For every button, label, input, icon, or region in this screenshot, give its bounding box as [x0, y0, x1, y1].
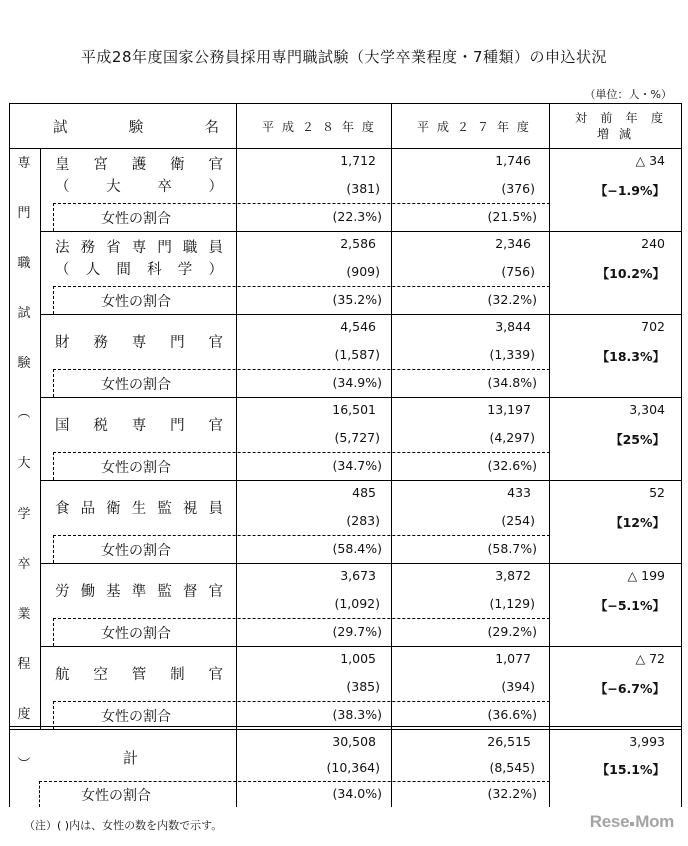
exam-name-char: 空 [93, 667, 108, 683]
exam-name-char: 官 [208, 584, 223, 600]
h28-ratio: (35.2%) [332, 292, 382, 307]
h28-ratio: (58.4%) [332, 541, 382, 556]
h27-female: (254) [501, 513, 535, 528]
h27-ratio: (58.7%) [487, 541, 537, 556]
diff-percent: 【−6.7%】 [594, 681, 665, 696]
exam-name-char: 護 [131, 157, 147, 173]
exam-name-char: 官 [208, 157, 223, 173]
row-border [40, 231, 681, 232]
exam-name-char: 税 [93, 418, 108, 434]
total-label: 計 [123, 749, 139, 767]
h28-ratio: (22.3%) [332, 209, 382, 224]
exam-name-sub-char: 卒 [157, 179, 172, 195]
ratio-divider [53, 203, 550, 204]
female-ratio-label: 女性の割合 [101, 377, 171, 393]
page-title: 平成28年度国家公務員採用専門職試験（大学卒業程度・7種類）の申込状況 [80, 48, 608, 66]
ratio-indent [53, 286, 54, 314]
category-label-char: 職 [17, 256, 31, 272]
header-diff-line1 [575, 109, 663, 126]
h28-female: (1,587) [334, 347, 380, 362]
header-h28-char: 度 [361, 120, 374, 134]
category-label-char: ︵ [17, 406, 31, 422]
header-exam-name-char: 名 [204, 120, 219, 136]
exam-name-char: 員 [208, 240, 223, 256]
exam-name-sub-char: 科 [147, 262, 162, 278]
exam-name-char: 員 [208, 501, 223, 517]
exam-name [55, 580, 223, 601]
exam-name-sub [55, 258, 223, 279]
exam-name-char: 食 [55, 501, 70, 517]
header-h28-char: 平 [262, 120, 275, 134]
exam-name-sub-char: 間 [116, 262, 131, 278]
header-h28 [262, 118, 374, 135]
female-ratio-label: 女性の割合 [101, 460, 171, 476]
exam-name-sub-char: （ [55, 179, 70, 195]
exam-name-char: 制 [170, 667, 185, 683]
category-label-char: 大 [17, 456, 31, 472]
unit-label: （単位：人・%） [584, 88, 672, 101]
exam-name-char: 官 [208, 335, 223, 351]
exam-name-char: 門 [170, 335, 185, 351]
h27-female: (1,129) [489, 596, 535, 611]
exam-name-char: 生 [131, 501, 147, 517]
ratio-divider [53, 701, 550, 702]
female-ratio-label: 女性の割合 [101, 709, 171, 725]
total-h27-female: (8,545) [489, 760, 535, 775]
exam-name-char: 督 [182, 584, 198, 600]
h27-total: 433 [507, 485, 531, 500]
exam-name-sub-char: 人 [85, 262, 101, 278]
h28-female: (283) [346, 513, 380, 528]
exam-name-char: 省 [106, 240, 121, 256]
exam-name-char: 法 [55, 240, 70, 256]
total-ratio-divider [39, 781, 550, 782]
header-diff-line2 [597, 125, 631, 142]
diff-percent: 【18.3%】 [596, 349, 665, 364]
row-border [40, 397, 681, 398]
footnote: （注）( )内は、女性の数を内数で示す。 [24, 819, 223, 832]
header-bottom-border [9, 148, 681, 149]
header-h28-char: 年 [341, 120, 354, 134]
table-top-border [9, 103, 681, 104]
h28-total: 1,712 [340, 153, 376, 168]
category-col-line [40, 148, 41, 729]
exam-name-char: 監 [157, 584, 172, 600]
diff-count: 3,304 [629, 402, 665, 417]
h28-total: 16,501 [332, 402, 376, 417]
category-label-char: 度 [17, 706, 31, 722]
total-h28-female: (10,364) [326, 760, 380, 775]
exam-name-char: 職 [182, 240, 198, 256]
exam-name-sub [55, 175, 223, 196]
h27-total: 1,077 [495, 651, 531, 666]
h28-ratio: (29.7%) [332, 624, 382, 639]
logo-dot [630, 822, 634, 826]
total-border-1 [9, 726, 681, 727]
diff-percent: 【25%】 [610, 432, 665, 447]
exam-name [55, 331, 223, 352]
exam-name-char: 衛 [170, 157, 185, 173]
header-h28-char: ２ [301, 120, 314, 134]
exam-name-char: 宮 [93, 157, 108, 173]
total-ratio-indent [39, 781, 40, 807]
header-h27-char: ２ [456, 120, 469, 134]
h28-total: 4,546 [340, 319, 376, 334]
header-diff-line1-char: 度 [650, 111, 663, 125]
ratio-indent [53, 701, 54, 729]
row-border [40, 563, 681, 564]
exam-name [55, 414, 223, 435]
applications-table [9, 103, 681, 807]
ratio-divider [53, 369, 550, 370]
ratio-indent [53, 535, 54, 563]
header-h28-char: 成 [281, 120, 294, 134]
header-diff-line1-char: 年 [625, 111, 638, 125]
h28-ratio: (38.3%) [332, 707, 382, 722]
header-h27-char: 平 [417, 120, 430, 134]
female-ratio-label: 女性の割合 [101, 211, 171, 227]
total-female-ratio-label: 女性の割合 [81, 788, 151, 804]
h27-total: 1,746 [495, 153, 531, 168]
total-diff-percent: 【15.1%】 [596, 762, 665, 777]
h27-ratio: (32.6%) [487, 458, 537, 473]
header-diff-line2-char: 増 [597, 127, 610, 141]
header-h27-char: 成 [436, 120, 449, 134]
category-label-char: 卒 [17, 556, 31, 572]
female-ratio-label: 女性の割合 [101, 626, 171, 642]
exam-name-char: 監 [157, 501, 172, 517]
h27-female: (4,297) [489, 430, 535, 445]
exam-name-char: 官 [208, 667, 223, 683]
exam-name-char: 専 [131, 335, 147, 351]
category-label-char: ︶ [17, 756, 31, 772]
exam-name-char: 準 [131, 584, 147, 600]
exam-name-char: 務 [80, 240, 96, 256]
exam-name-char: 視 [182, 501, 198, 517]
total-h28-ratio: (34.0%) [332, 786, 382, 801]
header-h27-char: ７ [476, 120, 489, 134]
category-label-char: 試 [17, 306, 31, 322]
h28-female: (1,092) [334, 596, 380, 611]
h28-female: (909) [346, 264, 380, 279]
h27-ratio: (21.5%) [487, 209, 537, 224]
exam-name-char: 基 [106, 584, 121, 600]
h27-female: (756) [501, 264, 535, 279]
category-label-char: 験 [17, 356, 31, 372]
category-label-char: 専 [17, 156, 31, 171]
female-ratio-label: 女性の割合 [101, 294, 171, 310]
diff-count: 52 [649, 485, 665, 500]
female-ratio-label: 女性の割合 [101, 543, 171, 559]
exam-name-char: 衛 [106, 501, 121, 517]
exam-name-sub-char: 大 [106, 179, 121, 195]
header-h27-char: 度 [516, 120, 529, 134]
diff-percent: 【10.2%】 [596, 266, 665, 281]
h27-female: (1,339) [489, 347, 535, 362]
ratio-divider [53, 452, 550, 453]
h28-female: (385) [346, 679, 380, 694]
category-label-char: 学 [17, 506, 31, 522]
total-h27-ratio: (32.2%) [487, 786, 537, 801]
row-border [40, 314, 681, 315]
exam-name-char: 国 [55, 418, 70, 434]
ratio-divider [53, 618, 550, 619]
logo-text-rese: Rese [589, 812, 630, 831]
row-border [40, 480, 681, 481]
exam-name-char: 官 [208, 418, 223, 434]
exam-name-sub-char: 学 [177, 262, 193, 278]
total-h27: 26,515 [487, 734, 531, 749]
exam-name-char: 専 [131, 240, 147, 256]
h28-total: 485 [352, 485, 376, 500]
resemom-logo [590, 812, 674, 832]
diff-count: △ 34 [635, 153, 665, 168]
diff-count: 240 [641, 236, 665, 251]
h28-female: (381) [346, 181, 380, 196]
header-diff-line2-char: 減 [618, 127, 631, 141]
logo-text-mom: Mom [635, 812, 674, 831]
h28-total: 3,673 [340, 568, 376, 583]
exam-name-sub-char: ） [208, 179, 223, 195]
h28-female: (5,727) [334, 430, 380, 445]
category-label-char: 門 [17, 206, 31, 222]
h27-total: 13,197 [487, 402, 531, 417]
table-left-border [9, 103, 10, 807]
header-exam-name-char: 験 [128, 120, 144, 136]
exam-name-char: 品 [80, 501, 96, 517]
exam-name-char: 航 [55, 667, 70, 683]
ratio-indent [53, 452, 54, 480]
h27-ratio: (32.2%) [487, 292, 537, 307]
header-h27-char: 年 [496, 120, 509, 134]
h28-ratio: (34.9%) [332, 375, 382, 390]
total-diff: 3,993 [629, 734, 665, 749]
h27-total: 3,844 [495, 319, 531, 334]
exam-name [55, 663, 223, 684]
exam-name-char: 専 [131, 418, 147, 434]
exam-name-char: 労 [55, 584, 70, 600]
header-diff-line1-char: 対 [575, 111, 588, 125]
h27-total: 3,872 [495, 568, 531, 583]
header-exam-name-char: 試 [53, 120, 68, 136]
exam-name-char: 門 [170, 418, 185, 434]
exam-name-char: 管 [131, 667, 147, 683]
h27-female: (394) [501, 679, 535, 694]
header-h27 [417, 118, 529, 135]
header-diff-line1-char: 前 [600, 111, 613, 125]
header-h28-char: ８ [321, 120, 334, 134]
ratio-indent [53, 203, 54, 231]
diff-percent: 【−1.9%】 [594, 183, 665, 198]
ratio-indent [53, 618, 54, 646]
h27-total: 2,346 [495, 236, 531, 251]
ratio-indent [53, 369, 54, 397]
exam-name [55, 153, 223, 174]
diff-count: △ 72 [635, 651, 665, 666]
diff-count: △ 199 [627, 568, 665, 583]
total-h28: 30,508 [332, 734, 376, 749]
diff-percent: 【12%】 [610, 515, 665, 530]
exam-name-char: 皇 [55, 157, 70, 173]
h28-total: 1,005 [340, 651, 376, 666]
h27-ratio: (34.8%) [487, 375, 537, 390]
exam-name-sub-char: ） [208, 262, 223, 278]
exam-name [55, 236, 223, 257]
h27-female: (376) [501, 181, 535, 196]
h28-ratio: (34.7%) [332, 458, 382, 473]
exam-name-char: 務 [93, 335, 108, 351]
exam-name-char: 門 [157, 240, 172, 256]
exam-name-char: 働 [80, 584, 96, 600]
diff-count: 702 [641, 319, 665, 334]
category-vertical-label [9, 152, 39, 772]
diff-percent: 【−5.1%】 [594, 598, 665, 613]
ratio-divider [53, 286, 550, 287]
ratio-divider [53, 535, 550, 536]
total-border-2 [9, 729, 681, 730]
h27-ratio: (29.2%) [487, 624, 537, 639]
header-exam-name [53, 116, 219, 137]
h28-total: 2,586 [340, 236, 376, 251]
category-label-char: 程 [17, 656, 31, 672]
table-right-border [681, 103, 682, 807]
category-label-char: 業 [17, 606, 31, 622]
row-border [40, 646, 681, 647]
exam-name-sub-char: （ [55, 262, 70, 278]
exam-name-char: 財 [55, 335, 70, 351]
h27-ratio: (36.6%) [487, 707, 537, 722]
exam-name [55, 497, 223, 518]
